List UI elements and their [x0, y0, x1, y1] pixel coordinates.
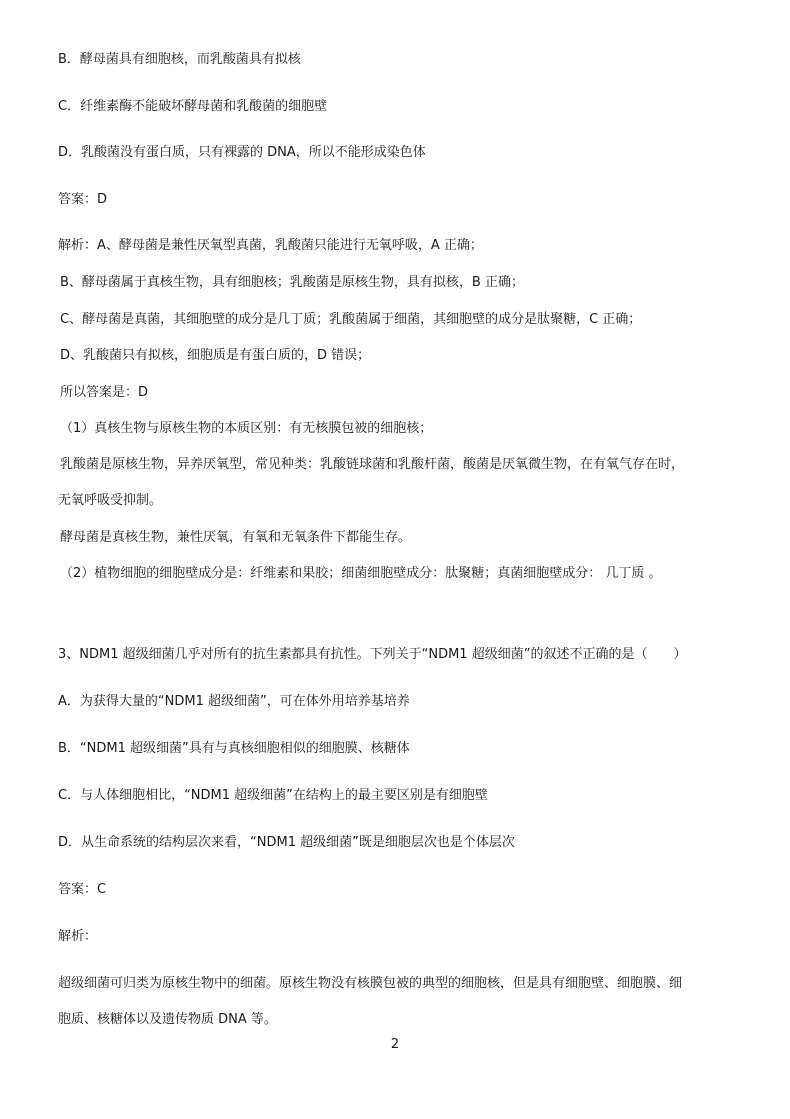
- option-c: C．纤维素酶不能破坏酵母菌和乳酸菌的细胞壁: [58, 99, 328, 114]
- analysis-c: C、酵母菌是真菌，其细胞壁的成分是几丁质；乳酸菌属于细菌，其细胞壁的成分是肽聚糖，C 正确；: [60, 312, 642, 327]
- q3-option-d: D．从生命系统的结构层次来看，“NDM1 超级细菌”既是细胞层次也是个体层次: [58, 835, 515, 850]
- q3-analysis-1: 超级细菌可归类为原核生物中的细菌。原核生物没有核膜包被的典型的细胞核，但是具有细胞壁、细胞膜、细: [58, 976, 683, 991]
- q3-option-a: A．为获得大量的“NDM1 超级细菌”，可在体外用培养基培养: [58, 694, 410, 709]
- page-number: 2: [390, 1037, 400, 1052]
- q3-analysis-2: 胞质、核糖体以及遗传物质 DNA 等。: [58, 1012, 277, 1027]
- note-lactobacillus-cont: 无氧呼吸受抑制。: [58, 493, 163, 508]
- q3-analysis-label: 解析：: [58, 929, 98, 944]
- q3-answer: 答案：C: [58, 882, 107, 897]
- option-d: D．乳酸菌没有蛋白质，只有裸露的 DNA，所以不能形成染色体: [58, 145, 426, 160]
- question-3: 3、NDM1 超级细菌几乎对所有的抗生素都具有抗性。下列关于“NDM1 超级细菌”的叙述不正确的是（ ）: [58, 647, 687, 662]
- option-b: B．酵母菌具有细胞核，而乳酸菌具有拟核: [58, 52, 301, 67]
- analysis-d: D、乳酸菌只有拟核，细胞质是有蛋白质的，D 错误；: [60, 348, 371, 363]
- note-lactobacillus: 乳酸菌是原核生物，异养厌氧型，常见种类：乳酸链球菌和乳酸杆菌，酸菌是厌氧微生物，在有氧气存在时，: [60, 457, 685, 472]
- analysis-a: 解析：A、酵母菌是兼性厌氧型真菌，乳酸菌只能进行无氧呼吸，A 正确；: [58, 238, 483, 253]
- q3-option-b: B．“NDM1 超级细菌”具有与真核细胞相似的细胞膜、核糖体: [58, 741, 410, 756]
- note-1: （1）真核生物与原核生物的本质区别：有无核膜包被的细胞核；: [60, 421, 433, 436]
- note-2: （2）植物细胞的细胞壁成分是：纤维素和果胶；细菌细胞壁成分：肽聚糖；真菌细胞壁成分： 几丁质 。: [60, 566, 662, 581]
- analysis-b: B、酵母菌属于真核生物，具有细胞核；乳酸菌是原核生物，具有拟核，B 正确；: [60, 275, 524, 290]
- answer: 答案：D: [58, 192, 108, 207]
- conclusion: 所以答案是：D: [60, 385, 149, 400]
- q3-option-c: C．与人体细胞相比，“NDM1 超级细菌”在结构上的最主要区别是有细胞壁: [58, 788, 488, 803]
- note-yeast: 酵母菌是真核生物，兼性厌氧，有氧和无氧条件下都能生存。: [60, 530, 412, 545]
